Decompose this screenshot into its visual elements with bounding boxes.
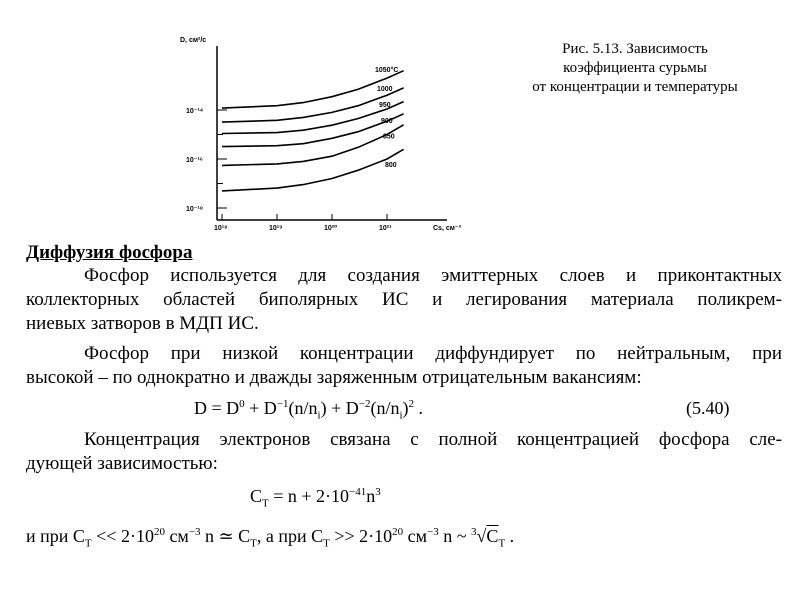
y-axis-label: D, см²/с	[180, 37, 207, 44]
x-tick-label: 10²⁰	[324, 225, 338, 232]
series-label: 850	[383, 133, 395, 141]
text-line: ниевых затворов в МДП ИС.	[26, 313, 259, 334]
series-label: 1050°C	[375, 67, 399, 75]
x-tick-label: 10²¹	[379, 225, 392, 232]
caption-line: от концентрации и температуры	[532, 79, 738, 95]
text-line: коллекторных областей биполярных ИС и легирования материала поликрем-	[26, 289, 782, 310]
text-line: высокой – по однократно и дважды заряженным отрицательным вакансиям:	[26, 367, 642, 388]
caption-line: коэффициента сурьмы	[563, 60, 707, 76]
series-label: 1000	[377, 86, 393, 94]
equation-ct: $C_T = n + 2\cdot 10^{-41}n^3$	[250, 486, 381, 510]
y-tick-label: 10⁻¹⁶	[186, 157, 204, 164]
chart-svg	[172, 28, 472, 238]
caption-line: Рис. 5.13. Зависимость	[562, 41, 708, 57]
text-line: Фосфор используется для создания эмиттерных слоев и приконтактных	[84, 265, 782, 286]
series-label: 800	[385, 162, 397, 169]
series-label: 900	[381, 118, 393, 126]
text-line: Фосфор при низкой концентрации диффундирует по нейтральным, при	[84, 343, 782, 364]
text-line: дующей зависимостью:	[26, 453, 218, 474]
y-tick-label: 10⁻¹⁴	[186, 108, 204, 115]
series-label: 950	[379, 101, 391, 109]
paragraph-2	[26, 342, 782, 390]
series-line-900	[222, 114, 404, 147]
series-line-800	[222, 149, 404, 191]
x-tick-label: 10¹⁸	[214, 225, 228, 232]
diffusion-chart	[172, 28, 472, 238]
paragraph-3	[26, 428, 782, 476]
y-tick-label: 10⁻¹⁸	[186, 206, 204, 213]
series-line-850	[222, 125, 404, 166]
equation-number: (5.40)	[686, 398, 730, 418]
equation-5-40: $D = D^0 + D^{-1}(n/n_i) + D^{-2}(n/n_i)^2$ .	[194, 398, 424, 422]
section-heading: Диффузия фосфора	[26, 242, 193, 263]
x-axis-label: Cs, см⁻³	[433, 225, 461, 232]
x-tick-label: 10¹⁹	[269, 225, 283, 232]
paragraph-1	[26, 264, 782, 336]
figure-caption	[500, 40, 770, 97]
condition-line: и при $C_T << 2\cdot 10^{20}$ $см^{-3}$ n ≃ $C_T$, а при $C_T >> 2\cdot 10^{20}$ $см^{-3}$ n ~ $^3√C_T$ .	[26, 526, 515, 550]
text-line: Концентрация электронов связана с полной концентрацией фосфора сле-	[84, 429, 782, 450]
